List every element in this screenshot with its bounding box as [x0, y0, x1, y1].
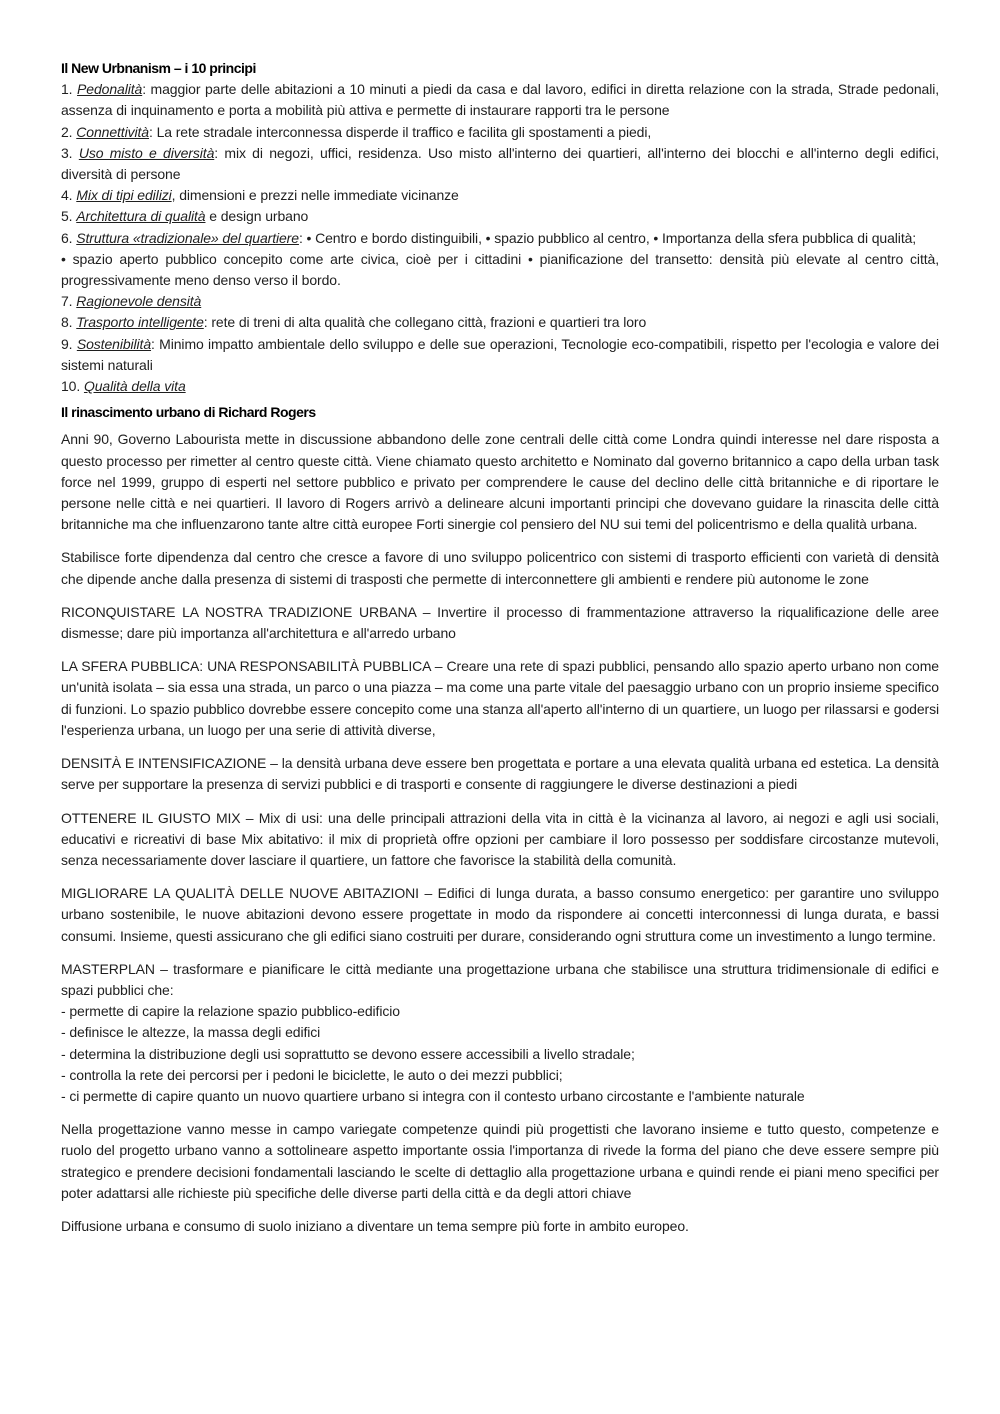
- paragraph: OTTENERE IL GIUSTO MIX – Mix di usi: una delle principali attrazioni della vita in città è la vicinanza al lavoro, ai negozi e agli usi sociali, educativi e ricreativi di base Mix abitativo: il mix di proprietà offre opzioni per cambiare il loro possesso per soddisfare circostanze mutevoli, senza necessariamente dover lasciare il quartiere, un fattore che favorisce la stabilità della comunità.: [61, 809, 939, 868]
- principle-2: [61, 122, 939, 143]
- paragraph: Nella progettazione vanno messe in campo variegate competenze quindi più progettisti che lavorano insieme e tutto questo, competenze e ruolo del progetto urbano vanno a sottolineare aspetto importante ossia l'importanza di rivede la forma del piano che deve essere sempre più strategico e prendere decisioni fondamentali lasciando le scelte di dettaglio alla progettazione urbana e quindi rende ei piani meno specifici per poter adattarsi alle richieste più specifiche delle diverse parti della città e da degli attori chiave: [61, 1121, 939, 1201]
- principle-6: [61, 228, 939, 249]
- principle-term: Uso misto e diversità: [78, 144, 215, 161]
- principle-term: Qualità della vita: [83, 378, 186, 395]
- paragraph: LA SFERA PUBBLICA: UNA RESPONSABILITÀ PUBBLICA – Creare una rete di spazi pubblici, pensando allo spazio aperto urbano non come un'unità isolata – sia essa una strada, un parco o una piazza – ma come una parte vitale del paesaggio urbano con un proprio insieme specifico di funzioni. Lo spazio pubblico dovrebbe essere concepito come una stanza all'aperto all'interno di un quartiere, un luogo per rilassarsi e godersi l'esperienza urbana, un luogo per una serie di attività diverse,: [61, 658, 939, 738]
- principle-9: [61, 334, 939, 376]
- principle-term: Architettura di qualità: [76, 208, 206, 225]
- masterplan-bullet: - determina la distribuzione degli usi soprattutto se devono essere accessibili a livello stradale;: [61, 1045, 635, 1062]
- principle-term: Mix di tipi edilizi: [76, 187, 172, 204]
- principle-text: : mix di negozi, uffici, residenza. Uso misto all'interno dei quartieri, all'interno dei blocchi e all'interno degli edifici, diversità di persone: [61, 144, 940, 183]
- masterplan-bullet: - ci permette di capire quanto un nuovo quartiere urbano si integra con il contesto urbano circostante e l'ambiente naturale: [61, 1087, 805, 1104]
- principle-text: : La rete stradale interconnessa disperde il traffico e facilita gli spostamenti a piedi,: [149, 123, 652, 140]
- principle-text: : rete di treni di alta qualità che collegano città, frazioni e quartieri tra loro: [203, 314, 647, 331]
- section-title-new-urbanism: Il New Urbnanism – i 10 principi: [61, 60, 256, 76]
- principle-6-continued: [61, 249, 939, 291]
- masterplan-bullet: - controlla la rete dei percorsi per i pedoni le biciclette, le auto o dei mezzi pubblici;: [61, 1066, 563, 1083]
- principle-term: Connettività: [76, 123, 149, 140]
- principle-4: [61, 185, 939, 206]
- masterplan-block: [61, 959, 939, 1107]
- principle-number: 3.: [61, 144, 79, 161]
- masterplan-bullet: - permette di capire la relazione spazio pubblico-edificio: [61, 1003, 400, 1020]
- principle-text: • spazio aperto pubblico concepito come arte civica, cioè per i cittadini • pianificazione del transetto: densità più elevate al centro città, progressivamente meno denso verso il bordo.: [61, 250, 939, 289]
- principle-term: Struttura «tradizionale» del quartiere: [76, 229, 299, 246]
- paragraph: Anni 90, Governo Labourista mette in discussione abbandono delle zone centrali delle città come Londra quindi interesse nel dare risposta a questo processo per rimetter al centro queste città. Viene chiamato questo architetto e Nominato dal governo britannico a capo della urban task force nel 1999, gruppo di esperti nel settore pubblico e privato per comprendere le cause del declino delle città britanniche e di riportare le persone nelle città e nei quartieri. Il lavoro di Rogers arrivò a delineare alcuni importanti principi che dovevano guidare la rinascita delle città britanniche ma che influenzarono tante altre città europee Forti sinergie col pensiero del NU sui temi del policentrismo e della qualità urbana.: [61, 431, 939, 533]
- principle-1: [61, 79, 939, 121]
- principle-text: : maggior parte delle abitazioni a 10 minuti a piedi da casa e dal lavoro, edifici in diretta relazione con la strada, Strade pedonali, assenza di inquinamento e porta a mobilità più attiva e permette di instaurare rapporti tra le persone: [61, 81, 939, 119]
- principle-7: [61, 291, 939, 312]
- principle-term: Ragionevole densità: [76, 293, 202, 310]
- paragraph: Diffusione urbana e consumo di suolo iniziano a diventare un tema sempre più forte in ambito europeo.: [61, 1217, 689, 1234]
- principle-number: 10.: [61, 378, 84, 395]
- principle-number: 9.: [61, 335, 77, 352]
- principle-number: 2.: [61, 123, 77, 140]
- principle-text: e design urbano: [205, 208, 309, 225]
- principle-number: 5.: [61, 208, 77, 225]
- paragraph: RICONQUISTARE LA NOSTRA TRADIZIONE URBANA – Invertire il processo di frammentazione attraverso la riqualificazione delle aree dismesse; dare più importanza all'architettura e all'arredo urbano: [61, 603, 939, 642]
- paragraph: MIGLIORARE LA QUALITÀ DELLE NUOVE ABITAZIONI – Edifici di lunga durata, a basso consumo energetico: per garantire uno sviluppo urbano sostenibile, le nuove abitazioni devono essere progettate in modo da rispondere ai concetti interconnessi di lunga durata, e bassi consumi. Insieme, questi assicurano che gli edifici siano costruiti per durare, considerando ogni struttura come un investimento a lungo termine.: [61, 885, 939, 944]
- paragraph: DENSITÀ E INTENSIFICAZIONE – la densità urbana deve essere ben progettata e portare a una elevata qualità urbana ed estetica. La densità serve per supportare la presenza di servizi pubblici e di trasporti e consente di raggiungere le diverse destinazioni a piedi: [61, 755, 939, 793]
- principle-10: [61, 376, 939, 397]
- principle-term: Pedonalità: [77, 81, 143, 98]
- principle-5: [61, 206, 939, 227]
- principle-text: : Minimo impatto ambientale dello sviluppo e delle sue operazioni, Tecnologie eco-compatibili, rispetto per l'ecologia e valore dei sistemi naturali: [61, 335, 939, 373]
- principle-3: [61, 143, 939, 185]
- principle-term: Trasporto intelligente: [76, 314, 204, 331]
- principle-number: 8.: [61, 314, 77, 331]
- masterplan-intro: MASTERPLAN – trasformare e pianificare le città mediante una progettazione urbana che stabilisce una struttura tridimensionale di edifici e spazi pubblici che:: [61, 960, 939, 998]
- principle-term: Sostenibilità: [76, 335, 152, 352]
- masterplan-bullet: - definisce le altezze, la massa degli edifici: [61, 1024, 321, 1041]
- principle-number: 6.: [61, 229, 77, 246]
- principle-number: 7.: [61, 293, 77, 310]
- principle-8: [61, 312, 939, 333]
- paragraph: Stabilisce forte dipendenza dal centro che cresce a favore di uno sviluppo policentrico con sistemi di trasporto efficienti con varietà di densità che dipende anche dalla presenza di sistemi di trasposti che permette di interconnettere gli ambienti e rendere più autonome le zone: [61, 549, 939, 587]
- principle-number: 1.: [61, 81, 78, 98]
- principles-list: [61, 79, 939, 397]
- principle-number: 4.: [61, 187, 77, 204]
- section-title-rogers: Il rinascimento urbano di Richard Rogers: [61, 404, 316, 421]
- principle-text: , dimensioni e prezzi nelle immediate vicinanze: [171, 187, 459, 204]
- principle-text: : • Centro e bordo distinguibili, • spazio pubblico al centro, • Importanza della sfera pubblica di qualità;: [298, 229, 917, 246]
